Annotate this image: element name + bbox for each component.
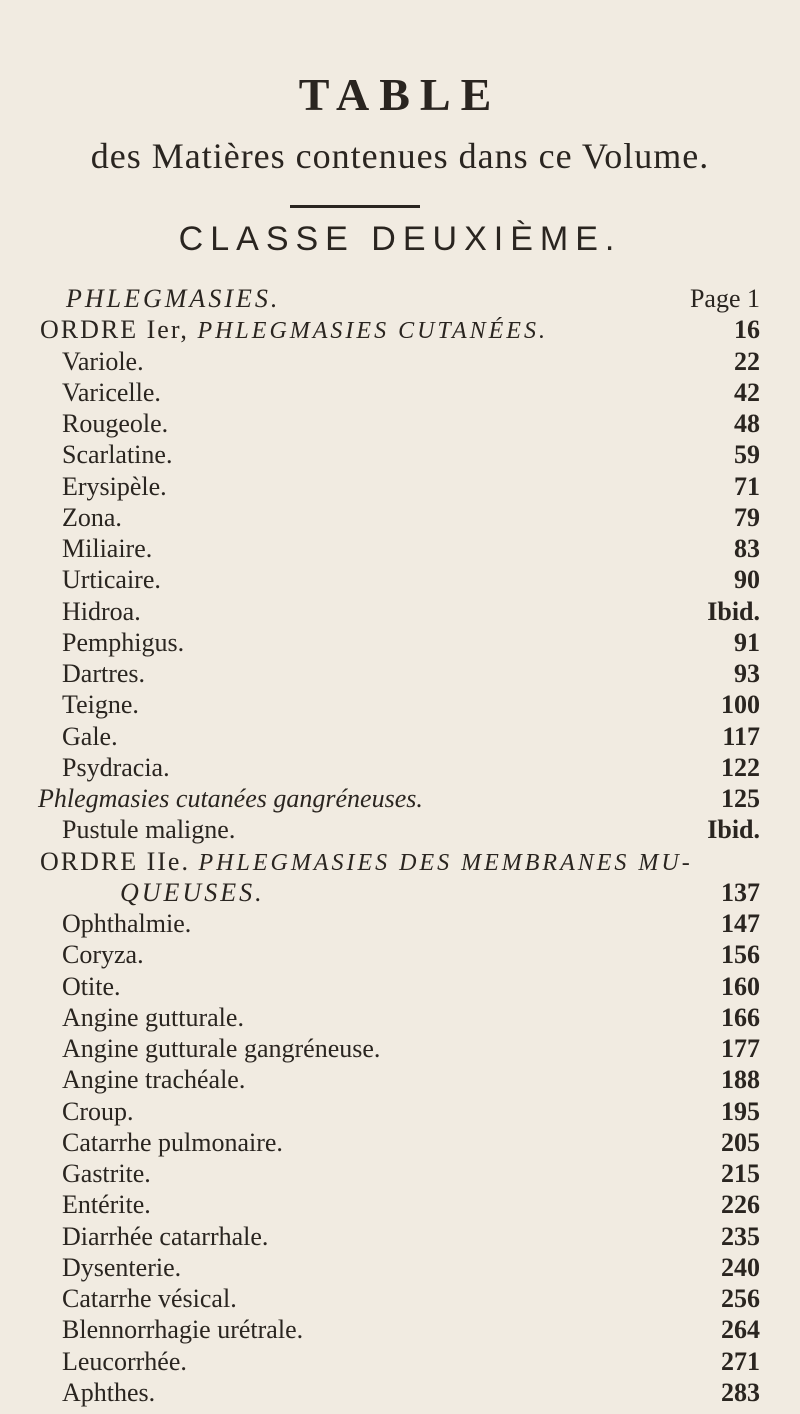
toc-label: Varicelle.	[62, 378, 161, 407]
toc-entry	[0, 1315, 800, 1351]
toc-entry	[0, 315, 800, 351]
toc-label: Psydracia.	[62, 753, 170, 782]
toc-label: Scarlatine.	[62, 440, 173, 469]
toc-label	[40, 315, 548, 345]
toc-page: 166	[721, 1003, 760, 1032]
toc-page: 156	[721, 940, 760, 969]
toc-entry	[0, 690, 800, 726]
toc-label: Angine gutturale gangréneuse.	[62, 1034, 381, 1063]
toc-page: Ibid.	[707, 815, 760, 844]
toc-label: Blennorrhagie urétrale.	[62, 1315, 304, 1344]
toc-label: Angine gutturale.	[62, 1003, 244, 1032]
toc-page: 122	[721, 753, 760, 782]
toc-entry	[0, 940, 800, 976]
toc-page: 93	[734, 659, 760, 688]
toc-page: 271	[721, 1347, 760, 1376]
toc-label: Zona.	[62, 503, 122, 532]
toc-label: Aphthes.	[62, 1378, 156, 1407]
toc-label: Erysipèle.	[62, 472, 167, 501]
toc-entry	[0, 440, 800, 476]
toc-label: Leucorrhée.	[62, 1347, 187, 1376]
toc-label: Otite.	[62, 972, 121, 1001]
toc-label: Gale.	[62, 722, 118, 751]
toc-page: 205	[721, 1128, 760, 1157]
toc-entry	[0, 815, 800, 851]
toc-label: Pustule maligne.	[62, 815, 236, 844]
toc-page: 90	[734, 565, 760, 594]
toc-page: 188	[721, 1065, 760, 1094]
toc-page: 160	[721, 972, 760, 1001]
toc-page: 256	[721, 1284, 760, 1313]
toc-label: Variole.	[62, 347, 144, 376]
toc-page: 264	[721, 1315, 760, 1344]
toc-page: 48	[734, 409, 760, 438]
toc-label: Entérite.	[62, 1190, 151, 1219]
toc-entry	[0, 1065, 800, 1101]
toc-entry	[0, 565, 800, 601]
toc-label: Croup.	[62, 1097, 134, 1126]
toc-entry	[0, 1190, 800, 1226]
toc-page: 235	[721, 1222, 760, 1251]
toc-label: Pemphigus.	[62, 628, 185, 657]
toc-label: QUEUSES.	[120, 878, 265, 907]
toc-page: 100	[721, 690, 760, 719]
order-title: PHLEGMASIES CUTANÉES.	[197, 318, 548, 344]
toc-page: 22	[734, 347, 760, 376]
toc-label: Catarrhe pulmonaire.	[62, 1128, 283, 1157]
toc-page: 71	[734, 472, 760, 501]
toc-label: Coryza.	[62, 940, 144, 969]
toc-page: 147	[721, 909, 760, 938]
toc-page: 117	[722, 722, 760, 751]
toc-page: 91	[734, 628, 760, 657]
toc-page: 125	[721, 784, 760, 813]
page-title: TABLE	[298, 69, 502, 120]
toc-label: Catarrhe vésical.	[62, 1284, 237, 1313]
toc-label: PHLEGMASIES.	[66, 284, 281, 313]
toc-label: Rougeole.	[62, 409, 169, 438]
toc-label: Miliaire.	[62, 534, 153, 563]
toc-label: Phlegmasies cutanées gangréneuses.	[38, 784, 423, 813]
toc-page: 16	[734, 315, 760, 344]
toc-label: Diarrhée catarrhale.	[62, 1222, 269, 1251]
toc-label: Teigne.	[62, 690, 139, 719]
toc-page: 83	[734, 534, 760, 563]
toc-entry	[0, 1378, 800, 1414]
toc-page: 215	[721, 1159, 760, 1188]
toc-label: Dartres.	[62, 659, 146, 688]
toc-label	[40, 847, 693, 877]
toc-page: 59	[734, 440, 760, 469]
toc-label: Gastrite.	[62, 1159, 151, 1188]
toc-label: Urticaire.	[62, 565, 161, 594]
toc-label: Hidroa.	[62, 597, 141, 626]
toc-page: Page 1	[689, 284, 760, 313]
toc-page: 283	[721, 1378, 760, 1407]
divider-rule	[290, 205, 420, 208]
section-heading: CLASSE DEUXIÈME.	[178, 220, 622, 258]
order-prefix: ORDRE Ier,	[40, 315, 189, 344]
toc-page: 240	[721, 1253, 760, 1282]
toc-page: Ibid.	[707, 597, 760, 626]
toc-page: 79	[734, 503, 760, 532]
page-subtitle: des Matières contenues dans ce Volume.	[90, 136, 710, 176]
toc-page: 42	[734, 378, 760, 407]
toc-label: Ophthalmie.	[62, 909, 192, 938]
toc-page: 137	[721, 878, 760, 907]
toc-label: Dysenterie.	[62, 1253, 182, 1282]
order-title: PHLEGMASIES DES MEMBRANES MU-	[198, 850, 693, 876]
toc-label: Angine trachéale.	[62, 1065, 246, 1094]
order-prefix: ORDRE IIe.	[40, 847, 190, 876]
toc-page: 226	[721, 1190, 760, 1219]
toc-page: 195	[721, 1097, 760, 1126]
toc-page: 177	[721, 1034, 760, 1063]
